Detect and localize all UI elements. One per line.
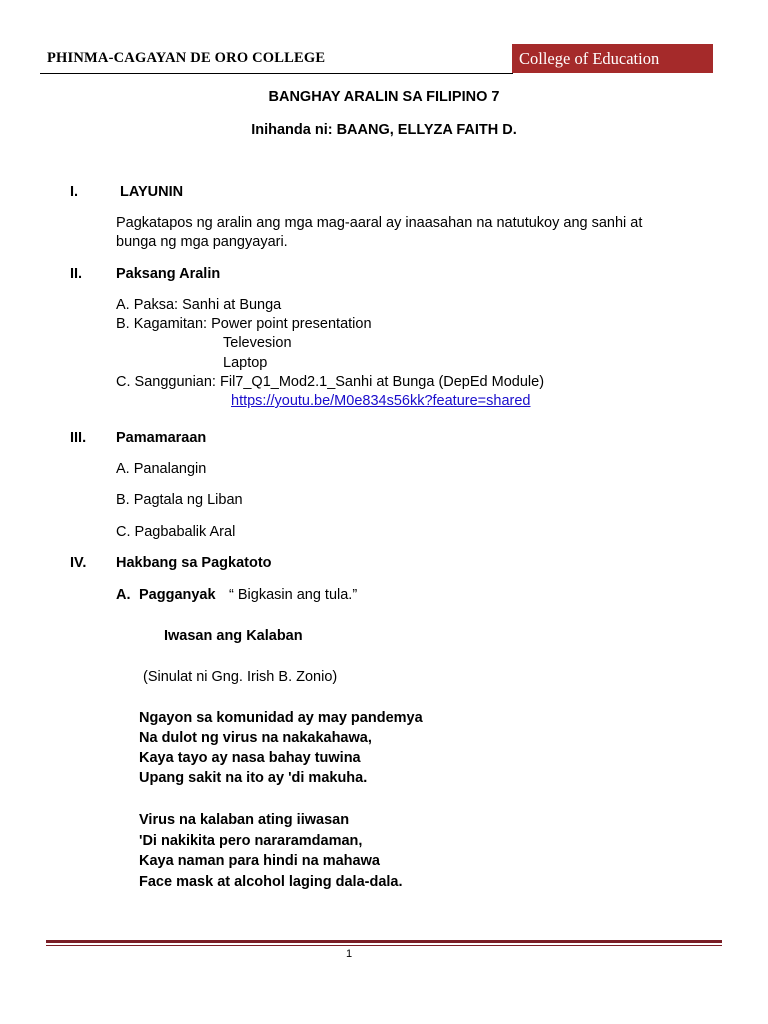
poem-stanza2-line-2: 'Di nakikita pero nararamdaman,: [139, 833, 363, 849]
section-heading-paksang-aralin: Paksang Aralin: [116, 266, 221, 282]
kagamitan-item-television: Televesion: [223, 335, 292, 351]
poem-title: Iwasan ang Kalaban: [164, 628, 303, 644]
pamamaraan-item-balik-aral: C. Pagbabalik Aral: [116, 524, 236, 540]
poem-stanza2-line-1: Virus na kalaban ating iiwasan: [139, 812, 350, 828]
poem-stanza2-line-3: Kaya naman para hindi na mahawa: [139, 853, 380, 869]
pagganyak-letter: A.: [116, 587, 131, 603]
kagamitan-item-laptop: Laptop: [223, 355, 268, 371]
poem-stanza1-line-2: Na dulot ng virus na nakakahawa,: [139, 730, 372, 746]
header-rule: [40, 73, 513, 74]
poem-stanza2-line-4: Face mask at alcohol laging dala-dala.: [139, 874, 403, 890]
layunin-text-line-2: bunga ng mga pangyayari.: [116, 234, 288, 250]
sanggunian-line: C. Sanggunian: Fil7_Q1_Mod2.1_Sanhi at Bunga (DepEd Module): [116, 374, 545, 390]
pagganyak-instruction: “ Bigkasin ang tula.”: [229, 587, 358, 603]
department-badge: College of Education: [512, 44, 713, 73]
pagganyak-label: Pagganyak: [139, 587, 216, 603]
section-heading-pamamaraan: Pamamaraan: [116, 430, 207, 446]
kagamitan-line: B. Kagamitan: Power point presentation: [116, 316, 372, 332]
section-number-2: II.: [70, 266, 83, 282]
footer-rule-thin: [46, 945, 722, 946]
poem-stanza1-line-1: Ngayon sa komunidad ay may pandemya: [139, 710, 423, 726]
pamamaraan-item-panalangin: A. Panalangin: [116, 461, 207, 477]
paksa-line: A. Paksa: Sanhi at Bunga: [116, 297, 282, 313]
section-heading-layunin: LAYUNIN: [120, 184, 184, 200]
poem-stanza1-line-4: Upang sakit na ito ay 'di makuha.: [139, 770, 368, 786]
section-heading-hakbang: Hakbang sa Pagkatoto: [116, 555, 272, 571]
page-number: 1: [345, 948, 353, 960]
document-title: BANGHAY ARALIN SA FILIPINO 7: [268, 89, 500, 105]
layunin-text-line-1: Pagkatapos ng aralin ang mga mag-aaral ay inaasahan na natutukoy ang sanhi at: [116, 215, 643, 231]
section-number-4: IV.: [70, 555, 87, 571]
reference-video-link[interactable]: https://youtu.be/M0e834s56kk?feature=shared: [231, 393, 531, 409]
poem-stanza1-line-3: Kaya tayo ay nasa bahay tuwina: [139, 750, 361, 766]
institution-name: PHINMA-CAGAYAN DE ORO COLLEGE: [47, 50, 326, 66]
poem-author: (Sinulat ni Gng. Irish B. Zonio): [143, 669, 338, 685]
section-number-1: I.: [70, 184, 79, 200]
section-number-3: III.: [70, 430, 87, 446]
pamamaraan-item-liban: B. Pagtala ng Liban: [116, 492, 243, 508]
footer-rule: [46, 940, 722, 943]
prepared-by: Inihanda ni: BAANG, ELLYZA FAITH D.: [251, 122, 517, 138]
